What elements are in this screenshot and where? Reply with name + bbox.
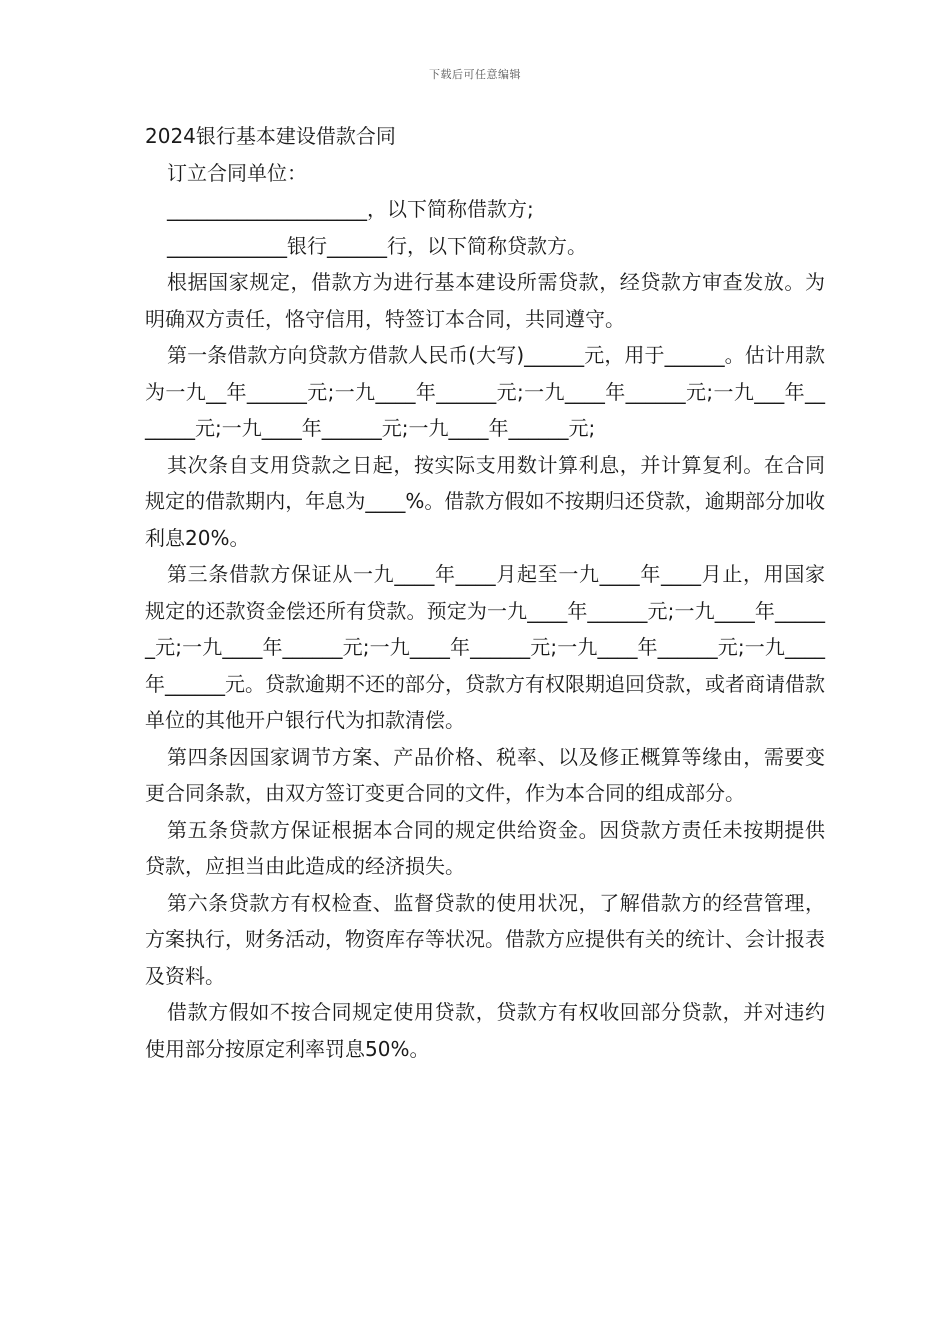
paragraph-parties-heading: 订立合同单位： (167, 160, 307, 185)
paragraph-penalty: 借款方假如不按合同规定使用贷款，贷款方有权收回部分贷款，并对违约使用部分按原定利率罚息50%。 (145, 1000, 825, 1061)
document-title: 2024银行基本建设借款合同 (145, 124, 396, 148)
paragraph-article-2: 其次条自支用贷款之日起，按实际支用数计算利息，并计算复利。在合同规定的借款期内，年息为____%。借款方假如不按期归还贷款，逾期部分加收利息20%。 (145, 452, 825, 550)
paragraph-borrower: ____________________，以下简称借款方; (167, 197, 534, 221)
paragraph-article-1: 第一条借款方向贷款方借款人民币(大写)______元，用于______。估计用款为一九__年______元;一九____年______元;一九____年______元;一九___年_______元;一九____年______元;一九____年______元; (145, 343, 825, 440)
page-header-note: 下载后可任意编辑 (429, 68, 521, 81)
paragraph-lender: ____________银行______行，以下简称贷款方。 (167, 233, 587, 258)
paragraph-article-4: 第四条因国家调节方案、产品价格、税率、以及修正概算等缘由，需要变更合同条款，由双方签订变更合同的文件，作为本合同的组成部分。 (145, 744, 825, 805)
paragraph-article-5: 第五条贷款方保证根据本合同的规定供给资金。因贷款方责任未按期提供贷款，应担当由此造成的经济损失。 (145, 817, 825, 878)
paragraph-article-6: 第六条贷款方有权检查、监督贷款的使用状况，了解借款方的经营管理，方案执行，财务活动，物资库存等状况。借款方应提供有关的统计、会计报表及资料。 (145, 890, 825, 988)
paragraph-preamble: 根据国家规定，借款方为进行基本建设所需贷款，经贷款方审查发放。为明确双方责任，恪守信用，特签订本合同，共同遵守。 (145, 270, 825, 331)
paragraph-article-3: 第三条借款方保证从一九____年____月起至一九____年____月止，用国家规定的还款资金偿还所有贷款。预定为一九____年______元;一九____年______元;一九____年______元;一九____年______元;一九____年______元;一九____年______元。贷款逾期不还的部分，贷款方有权限期追回贷款，或者商请借款单位的其他开户银行代为扣款清偿。 (145, 562, 825, 732)
contract-document (145, 118, 825, 1067)
